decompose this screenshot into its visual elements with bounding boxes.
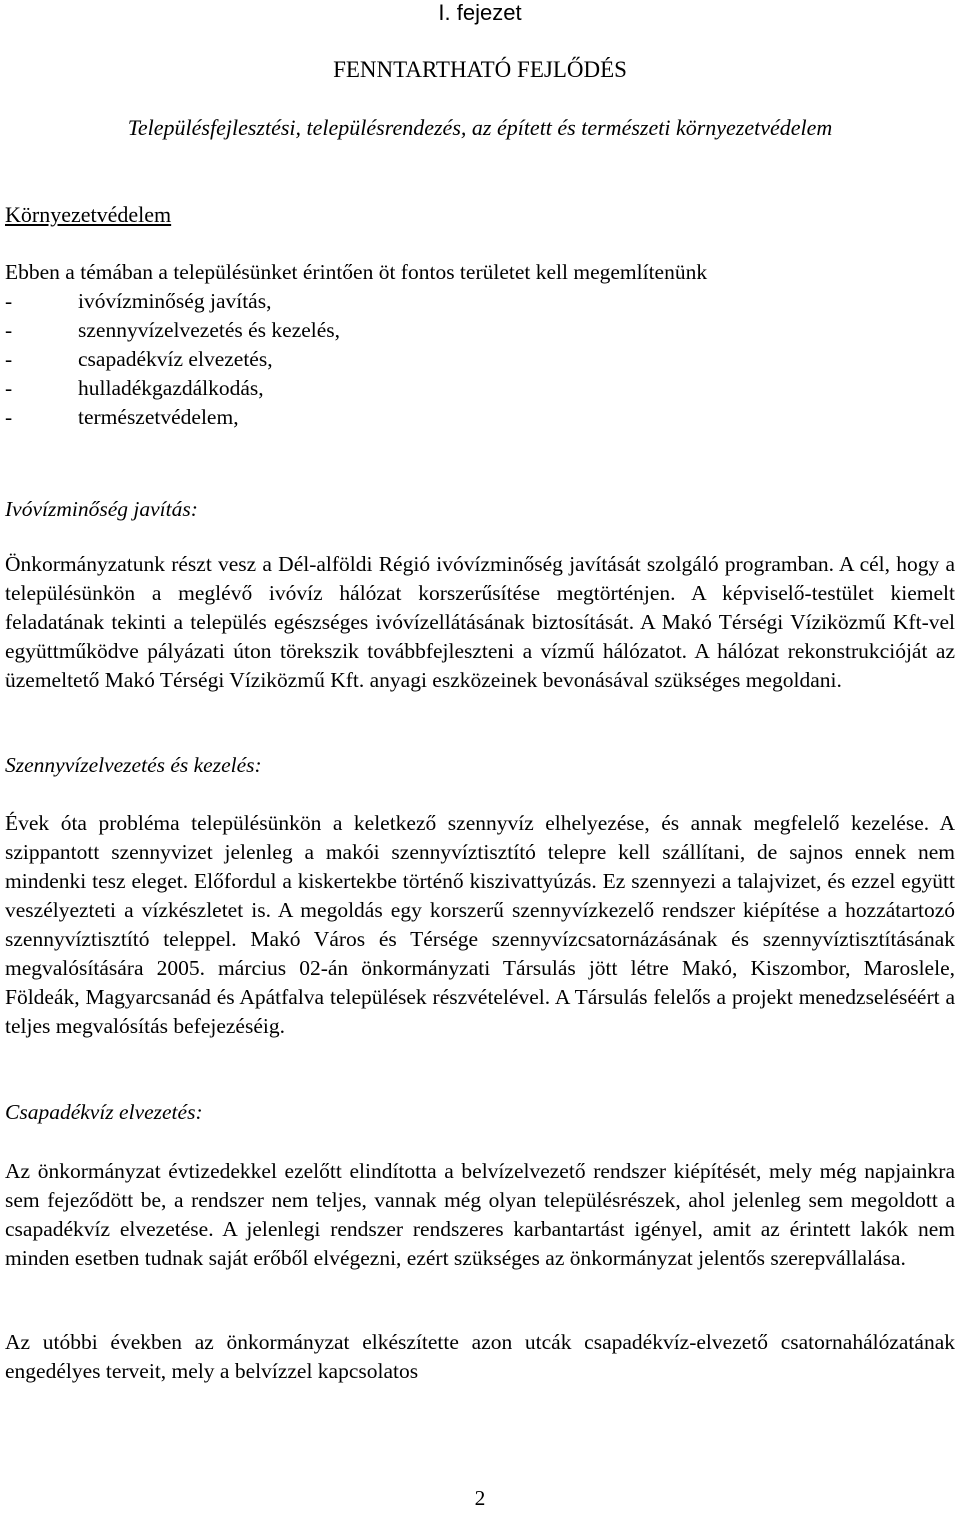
list-item-text: hulladékgazdálkodás, xyxy=(78,376,264,400)
list-item-text: szennyvízelvezetés és kezelés, xyxy=(78,318,341,342)
chapter-label: I. fejezet xyxy=(438,0,522,25)
bullet-dash: - xyxy=(5,318,13,342)
list-item xyxy=(5,316,340,345)
bullet-dash: - xyxy=(5,347,13,371)
bullet-dash: - xyxy=(5,405,13,429)
list-item-text: csapadékvíz elvezetés, xyxy=(78,347,273,371)
list-item xyxy=(5,374,340,403)
bullet-dash: - xyxy=(5,289,13,313)
document-subtitle: Településfejlesztési, településrendezés, az épített és természeti környezetvédelem xyxy=(127,115,833,140)
topic-list xyxy=(5,287,340,432)
list-item-text: ivóvízminőség javítás, xyxy=(78,289,272,313)
bullet-dash: - xyxy=(5,376,13,400)
subsection-heading-ivoviz: Ivóvízminőség javítás: xyxy=(5,497,198,521)
section-title: Környezetvédelem xyxy=(5,202,172,227)
list-item xyxy=(5,403,340,432)
intro-text: Ebben a témában a településünket érintően öt fontos területet kell megemlítenünk xyxy=(5,260,708,284)
page-number: 2 xyxy=(474,1486,486,1510)
list-item xyxy=(5,287,340,316)
list-item-text: természetvédelem, xyxy=(78,405,239,429)
list-item xyxy=(5,345,340,374)
subsection-heading-szennyviz: Szennyvízelvezetés és kezelés: xyxy=(5,753,262,777)
document-title: FENNTARTHATÓ FEJLŐDÉS xyxy=(333,57,627,82)
paragraph-csapadekviz-1: Az önkormányzat évtizedekkel ezelőtt elindította a belvízelvezető rendszer kiépítését, mely még napjainkra sem fejeződött be, a rendszer nem teljes, vannak még olyan településrészek, ahol jelenleg sem megoldott a csapadékvíz elvezetése. A jelenlegi rendszer rendszeres karbantartást igényel, amit az érintett lakók nem minden esetben tudnak saját erőből elvégezni, ezért szükséges az önkormányzat jelentős szerepvállalása. xyxy=(5,1159,955,1270)
paragraph-szennyviz: Évek óta probléma településünkön a keletkező szennyvíz elhelyezése, és annak megfelelő kezelése. A szippantott szennyvizet jelenleg a makói szennyvíztisztító telepre kell szállítani, de sajnos ennek nem mindenki tesz eleget. Előfordul a kiskertekbe történő kiszivattyúzás. Ez szennyezi a talajvizet, és ezzel együtt veszélyezteti a vízkészletet is. A megoldás egy korszerű szennyvízkezelő rendszer kiépítése a hozzátartozó szennyvíztisztító teleppel. Makó Város és Térsége szennyvízcsatornázásának és szennyvíztisztításának megvalósítására 2005. március 02-án önkormányzati Társulás jött létre Makó, Kiszombor, Maroslele, Földeák, Magyarcsanád és Apátfalva települések részvételével. A Társulás felelős a projekt menedzseléséért a teljes megvalósítás befejezéséig. xyxy=(5,811,955,1038)
paragraph-csapadekviz-2: Az utóbbi években az önkormányzat elkészítette azon utcák csapadékvíz-elvezető csatornahálózatának engedélyes terveit, mely a belvízzel kapcsolatos xyxy=(5,1330,955,1383)
paragraph-ivoviz: Önkormányzatunk részt vesz a Dél-alföldi Régió ivóvízminőség javítását szolgáló programban. A cél, hogy a településünkön a meglévő ivóvíz hálózat korszerűsítése megtörténjen. A képviselő-testület kiemelt feladatának tekinti a település egészséges ivóvízellátásának biztosítását. A Makó Térségi Víziközmű Kft-vel együttműködve pályázati úton törekszik továbbfejleszteni a vízmű hálózatot. A hálózat rekonstrukcióját az üzemeltető Makó Térségi Víziközmű Kft. anyagi eszközeinek bevonásával szükséges megoldani. xyxy=(5,552,955,692)
subsection-heading-csapadekviz: Csapadékvíz elvezetés: xyxy=(5,1100,203,1124)
